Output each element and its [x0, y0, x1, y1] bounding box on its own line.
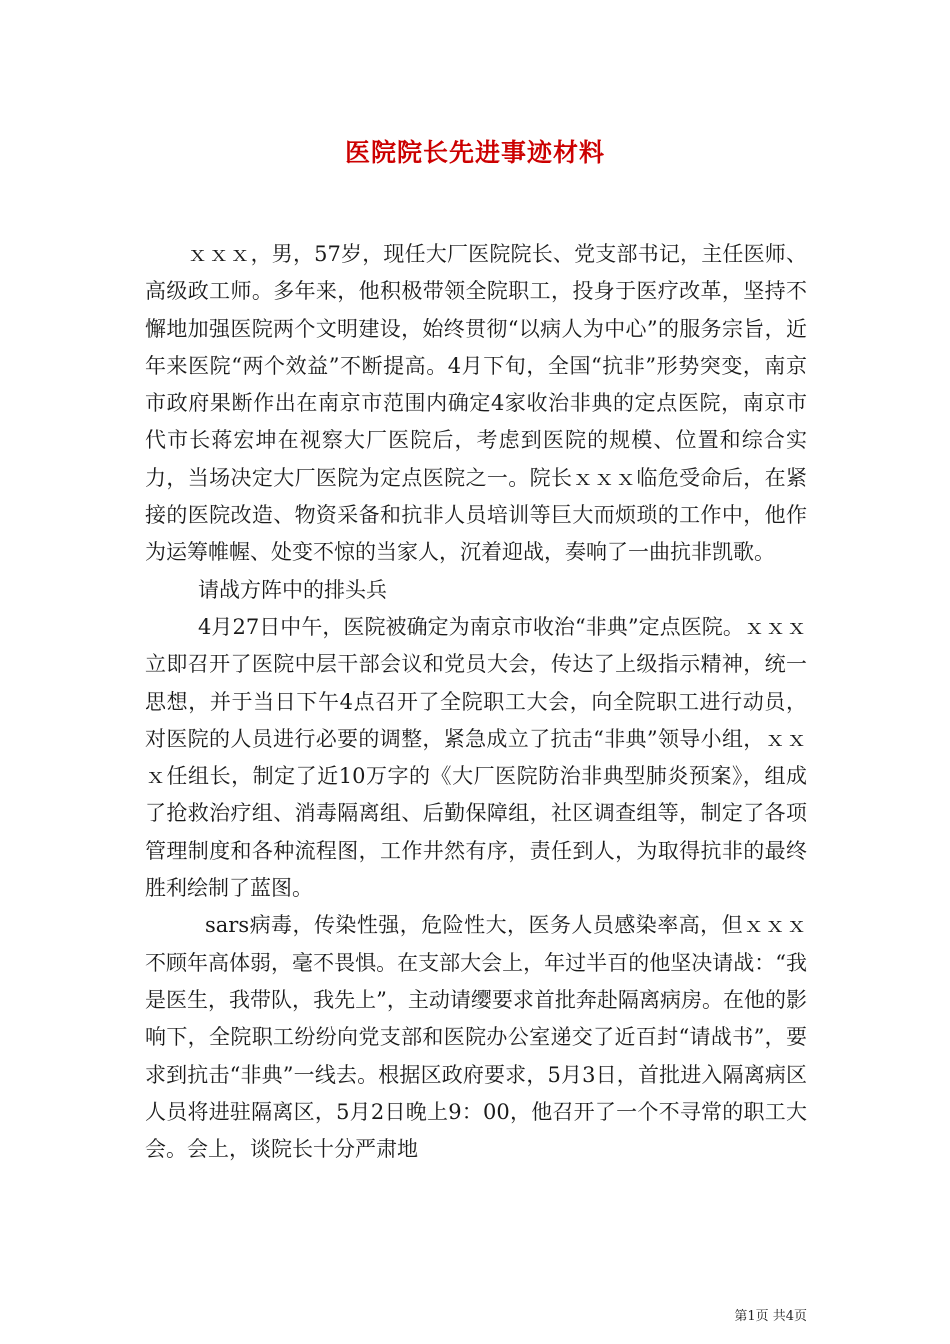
paragraph-intro: ｘｘｘ，男，57岁，现任大厂医院院长、党支部书记，主任医师、高级政工师。多年来，他积极带领全院职工，投身于医疗改革，坚持不懈地加强医院两个文明建设，始终贯彻“以病人为中心”的服务宗旨，近年来医院“两个效益”不断提高。4月下旬，全国“抗非”形势突变，南京市政府果断作出在南京市范围内确定4家收治非典的定点医院，南京市代市长蒋宏坤在视察大厂医院后，考虑到医院的规模、位置和综合实力，当场决定大厂医院为定点医院之一。院长ｘｘｘ临危受命后，在紧接的医院改造、物资采备和抗非人员培训等巨大而烦琐的工作中，他作为运筹帷幄、处变不惊的当家人，沉着迎战，奏响了一曲抗非凯歌。: [145, 242, 807, 565]
page-number-footer: 第1页 共4页: [734, 1309, 807, 1324]
section-heading: 请战方阵中的排头兵: [198, 577, 387, 602]
paragraph-sars: sars病毒，传染性强，危险性大，医务人员感染率高，但ｘｘｘ不顾年高体弱，毫不畏惧。在支部大会上，年过半百的他坚决请战：“我是医生，我带队，我先上”，主动请缨要求首批奔赴隔离病房。在他的影响下，全院职工纷纷向党支部和医院办公室递交了近百封“请战书”，要求到抗击“非典”一线去。根据区政府要求，5月3日，首批进入隔离病区人员将进驻隔离区，5月2日晚上9：00，他召开了一个不寻常的职工大会。会上，谈院长十分严肃地: [145, 913, 807, 1162]
document-title: 医院院长先进事迹材料: [344, 138, 605, 167]
document-body: [145, 236, 807, 1168]
paragraph-april-27: 4月27日中午，医院被确定为南京市收治“非典”定点医院。ｘｘｘ立即召开了医院中层干部会议和党员大会，传达了上级指示精神，统一思想，并于当日下午4点召开了全院职工大会，向全院职工进行动员，对医院的人员进行必要的调整，紧急成立了抗击“非典”领导小组，ｘｘｘ任组长，制定了近10万字的《大厂医院防治非典型肺炎预案》，组成了抢救治疗组、消毒隔离组、后勤保障组，社区调查组等，制定了各项管理制度和各种流程图，工作井然有序，责任到人，为取得抗非的最终胜利绘制了蓝图。: [145, 614, 807, 901]
